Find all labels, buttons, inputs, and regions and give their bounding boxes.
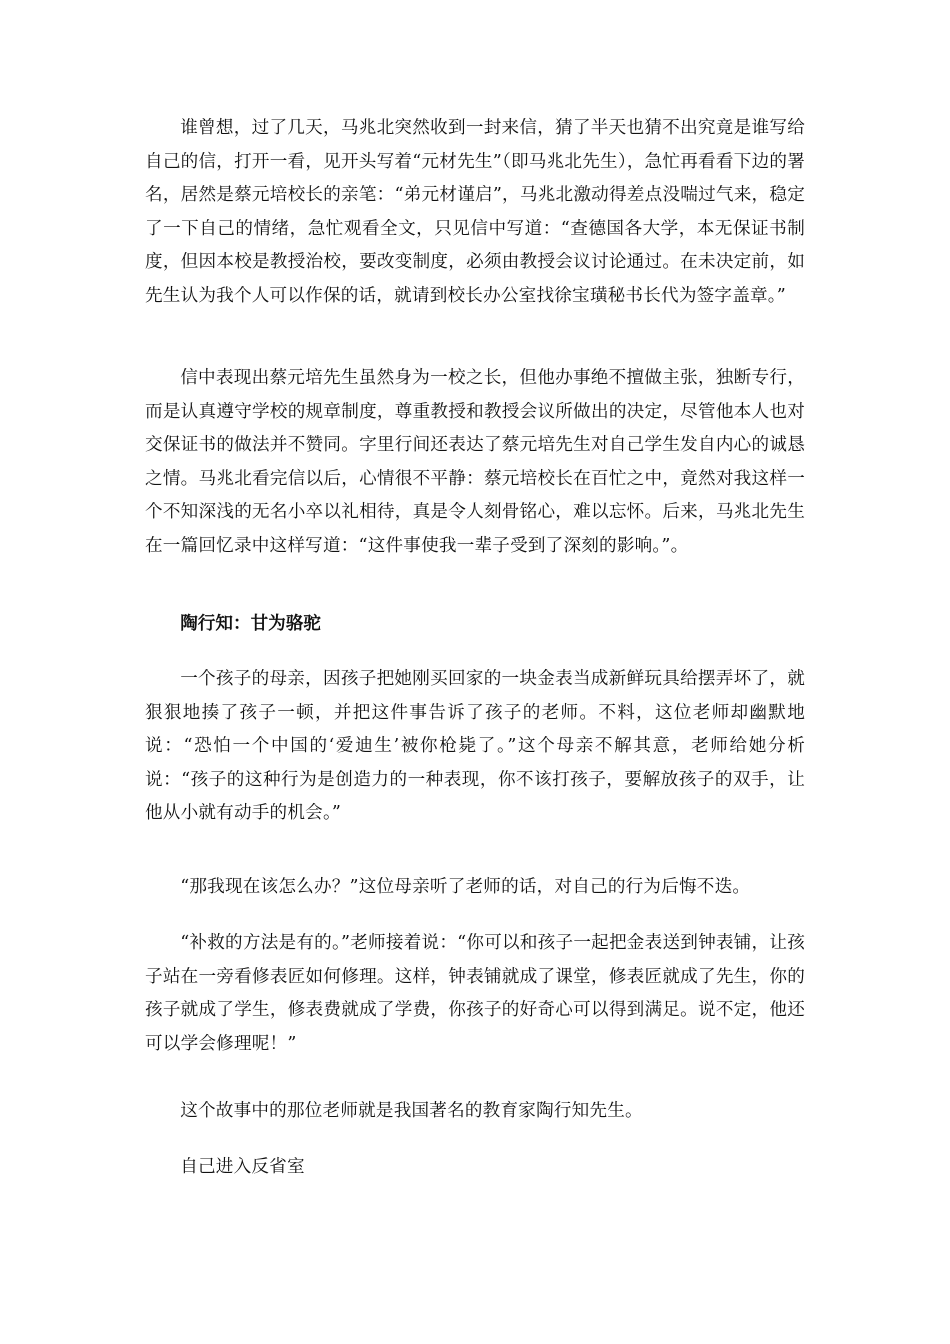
paragraph-gold-watch-story: 一个孩子的母亲，因孩子把她刚买回家的一块金表当成新鲜玩具给摆弄坏了，就狠狠地揍了孩子一顿，并把这件事告诉了孩子的老师。不料，这位老师却幽默地说：“恐怕一个中国的‘爱迪生’被你枪毙了。”这个母亲不解其意，老师给她分析说：“孩子的这种行为是创造力的一种表现，你不该打孩子，要解放孩子的双手，让他从小就有动手的机会。”	[145, 669, 805, 823]
paragraph-mother-question: “那我现在该怎么办？”这位母亲听了老师的话，对自己的行为后悔不迭。	[180, 877, 751, 897]
paragraph-cai-letter: 谁曾想，过了几天，马兆北突然收到一封来信，猜了半天也猜不出究竟是谁写给自己的信，打开一看，见开头写着“元材先生”（即马兆北先生），急忙再看看下边的署名，居然是蔡元培校长的亲笔：“弟元材谨启”，马兆北激动得差点没喘过气来，稳定了一下自己的情绪，急忙观看全文，只见信中写道：“查德国各大学，本无保证书制度，但因本校是教授治校，要改变制度，必须由教授会议讨论通过。在未决定前，如先生认为我个人可以作保的话，就请到校长办公室找徐宝璜秘书长代为签字盖章。”	[145, 118, 805, 306]
paragraph-teacher-advice: “补救的方法是有的。”老师接着说：“你可以和孩子一起把金表送到钟表铺，让孩子站在一旁看修表匠如何修理。这样，钟表铺就成了课堂，修表匠就成了先生，你的孩子就成了学生，修表费就成了学费，你孩子的好奇心可以得到满足。说不定，他还可以学会修理呢！”	[145, 933, 805, 1054]
paragraph-teacher-identity: 这个故事中的那位老师就是我国著名的教育家陶行知先生。	[180, 1101, 643, 1121]
section-heading-tao-xingzhi: 陶行知：甘为骆驼	[180, 613, 321, 634]
paragraph-reflection-room: 自己进入反省室	[180, 1157, 305, 1177]
paragraph-cai-commentary: 信中表现出蔡元培先生虽然身为一校之长，但他办事绝不擅做主张，独断专行，而是认真遵守学校的规章制度，尊重教授和教授会议所做出的决定，尽管他本人也对交保证书的做法并不赞同。字里行间还表达了蔡元培先生对自己学生发自内心的诚恳之情。马兆北看完信以后，心情很不平静：蔡元培校长在百忙之中，竟然对我这样一个不知深浅的无名小卒以礼相待，真是令人刻骨铭心，难以忘怀。后来，马兆北先生在一篇回忆录中这样写道：“这件事使我一辈子受到了深刻的影响。”。	[145, 368, 805, 556]
